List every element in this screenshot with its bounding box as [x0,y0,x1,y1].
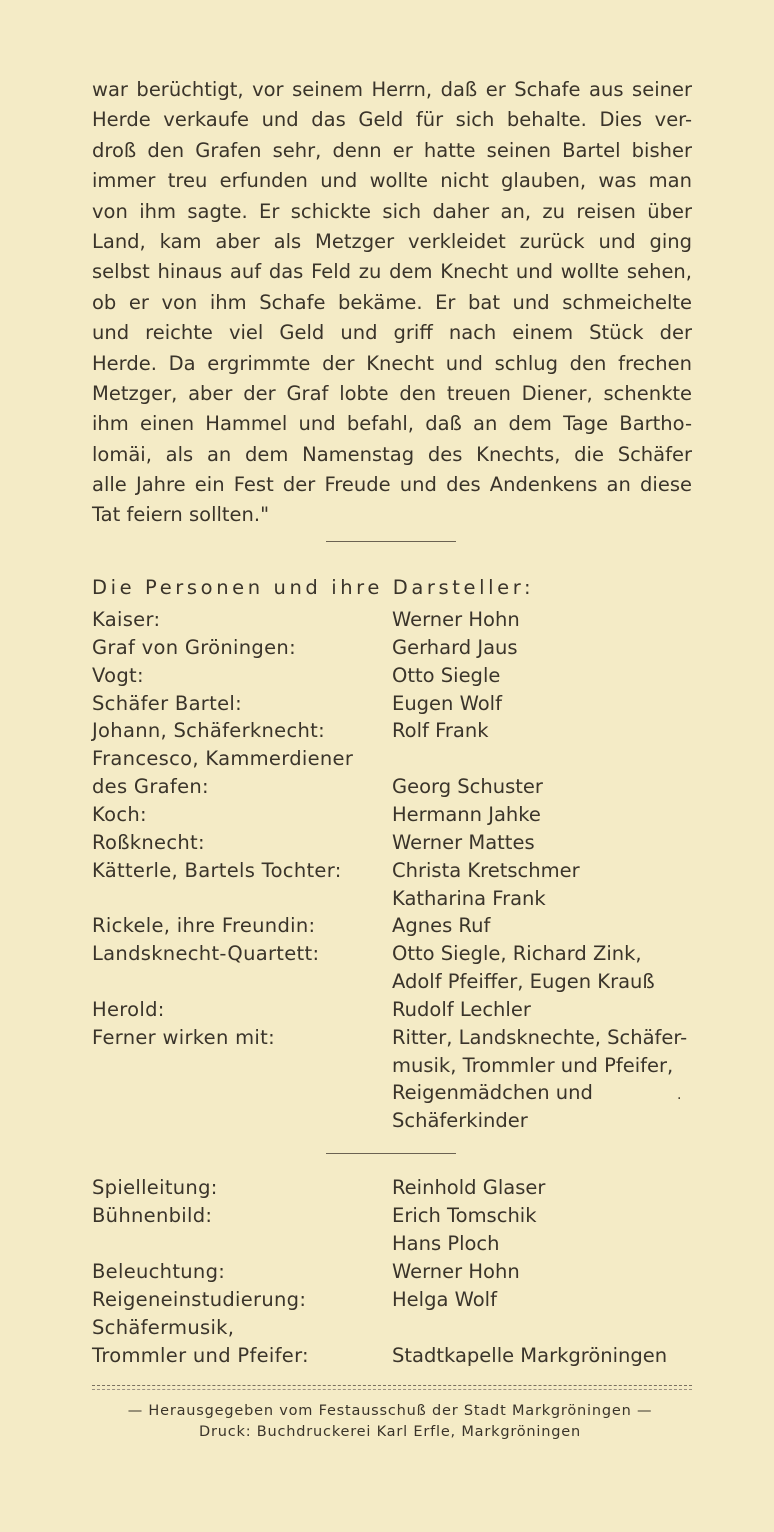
role-label: Schäfermusik, [92,1316,235,1339]
role-label: Koch: [92,802,147,826]
actor-name: Stadtkapelle Markgröningen [392,1344,668,1367]
stray-mark: · [677,1091,682,1107]
cast-row [92,857,712,885]
publisher-line: — Herausgegeben vom Festausschuß der Stadt Markgröningen — [127,1403,653,1419]
cast-row [92,912,712,940]
actor-name: Hans Ploch [392,1232,500,1255]
role-label: des Grafen: [92,775,209,799]
actor-name: Otto Siegle, Richard Zink, [392,942,642,966]
actor-name: Eugen Wolf [392,691,502,715]
cast-row [92,885,712,913]
actor-name: musik, Trommler und Pfeifer, [392,1053,674,1077]
cast-heading: Die Personen und ihre Darsteller: [92,576,535,599]
crew-row [92,1258,712,1286]
crew-row [92,1174,712,1202]
separator-rule-middle [326,1153,456,1154]
role-label: Beleuchtung: [92,1260,226,1283]
cast-row [92,996,712,1024]
crew-row [92,1286,712,1314]
crew-row [92,1314,712,1342]
actor-name: Reinhold Glaser [392,1176,546,1199]
actor-name: Rudolf Lechler [392,997,531,1021]
paragraph-line: immer treu erfunden und wollte nicht glauben, was man [92,169,692,193]
paragraph-line: selbst hinaus auf das Feld zu dem Knecht und wollte sehen, [92,260,692,284]
actor-name: Adolf Pfeiffer, Eugen Krauß [392,970,655,994]
paragraph-line: ihm einen Hammel und befahl, daß an dem Tage Bartho- [92,412,692,436]
role-label: Kaiser: [92,608,161,631]
actor-name: Helga Wolf [392,1288,497,1311]
actor-name: Gerhard Jaus [392,635,518,659]
actor-name: Ritter, Landsknechte, Schäfer- [392,1025,688,1049]
crew-row [92,1202,712,1230]
role-label: Francesco, Kammerdiener [92,747,354,771]
cast-row [92,801,712,829]
story-paragraph [92,75,692,531]
role-label: Rickele, ihre Freundin: [92,914,316,938]
cast-row [92,606,712,634]
actor-name: Werner Hohn [392,608,520,631]
actor-name: Agnes Ruf [392,914,491,938]
paragraph-line: Herde verkaufe und das Geld für sich behalte. Dies ver- [92,108,692,132]
actor-name: Hermann Jahke [392,802,541,826]
cast-row [92,745,712,773]
actor-name: Otto Siegle [392,663,501,687]
cast-row [92,717,712,745]
paragraph-line: und reichte viel Geld und griff nach einem Stück der [92,321,692,345]
printer-line: Druck: Buchdruckerei Karl Erfle, Markgröningen [199,1424,581,1440]
role-label: Graf von Gröningen: [92,635,296,659]
paragraph-line: lomäi, als an dem Namenstag des Knechts, die Schäfer [92,442,692,466]
actor-name: Erich Tomschik [392,1204,537,1227]
role-label: Reigeneinstudierung: [92,1288,307,1311]
role-label: Ferner wirken mit: [92,1025,275,1049]
cast-row [92,1107,712,1135]
paragraph-line: von ihm sagte. Er schickte sich daher an, zu reisen über [92,199,692,223]
paragraph-line: droß den Grafen sehr, denn er hatte seinen Bartel bisher [92,138,692,162]
role-label: Johann, Schäferknecht: [92,719,325,743]
crew-row [92,1230,712,1258]
paragraph-line: war berüchtigt, vor seinem Herrn, daß er Schafe aus seiner [92,78,692,101]
cast-row [92,1052,712,1080]
actor-name: Georg Schuster [392,775,543,799]
role-label: Roßknecht: [92,830,205,854]
actor-name: Rolf Frank [392,719,489,743]
role-label: Spielleitung: [92,1176,218,1199]
actor-name: Schäferkinder [392,1109,528,1133]
cast-row [92,1079,712,1107]
cast-row [92,968,712,996]
role-label: Schäfer Bartel: [92,691,242,715]
role-label: Vogt: [92,663,144,687]
role-label: Bühnenbild: [92,1204,213,1227]
cast-row [92,829,712,857]
paragraph-line: alle Jahre ein Fest der Freude und des Andenkens an diese [92,473,692,497]
role-label: Herold: [92,997,165,1021]
cast-row [92,690,712,718]
role-label: Trommler und Pfeifer: [92,1344,309,1367]
paragraph-line: Metzger, aber der Graf lobte den treuen Diener, schenkte [92,381,692,405]
footer-rule-top [92,1385,692,1386]
cast-row [92,940,712,968]
actor-name: Reigenmädchen und [392,1081,593,1105]
paragraph-line: Land, kam aber als Metzger verkleidet zurück und ging [92,229,692,253]
paragraph-line: ob er von ihm Schafe bekäme. Er bat und schmeichelte [92,290,692,314]
paragraph-line: Herde. Da ergrimmte der Knecht und schlug den frechen [92,351,692,375]
cast-row [92,662,712,690]
paragraph-line: Tat feiern sollten." [92,503,270,527]
actor-name: Werner Mattes [392,830,535,854]
footer-rule-bottom [92,1389,692,1390]
crew-row [92,1342,712,1370]
role-label: Kätterle, Bartels Tochter: [92,858,342,882]
actor-name: Katharina Frank [392,886,546,910]
cast-row [92,773,712,801]
cast-row [92,634,712,662]
actor-name: Werner Hohn [392,1260,520,1283]
cast-row [92,1024,712,1052]
separator-rule-top [326,541,456,542]
actor-name: Christa Kretschmer [392,858,580,882]
role-label: Landsknecht-Quartett: [92,942,320,966]
